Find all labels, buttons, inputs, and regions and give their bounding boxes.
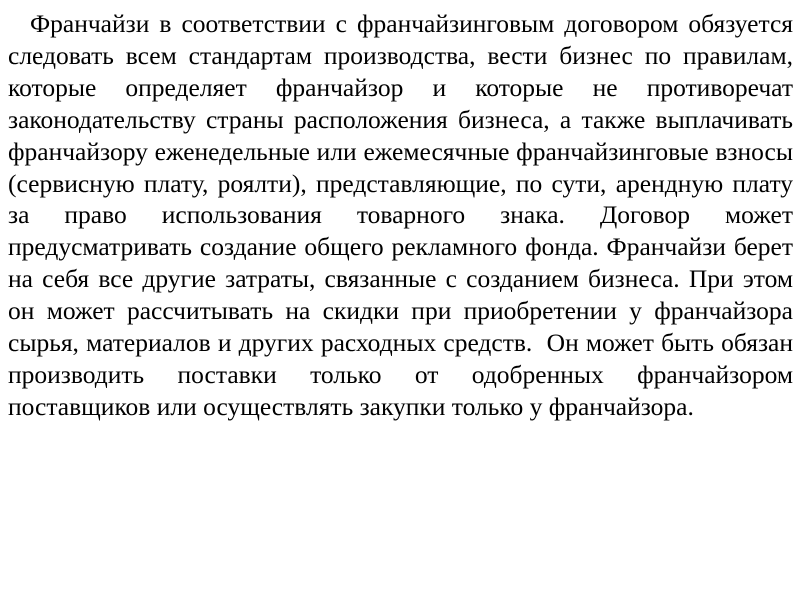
body-paragraph: Франчайзи в соответствии с франчайзинговым договором обязуется следовать всем стандартам производства, вести бизнес по правилам, которые определяет франчайзор и которые не противоречат законодательству страны расположения бизнеса, а также выплачивать франчайзору еженедельные или ежемесячные франчайзинговые взносы (сервисную плату, роялти), представляющие, по сути, арендную плату за право использования товарного знака. Договор может предусматривать создание общего рекламного фонда. Франчайзи берет на себя все другие затраты, связанные с созданием бизнеса. При этом он может рассчитывать на скидки при приобретении у франчайзора сырья, материалов и других расходных средств. Он может быть обязан производить поставки только от одобренных франчайзором поставщиков или осуществлять закупки только у франчайзора. xyxy=(8,9,800,421)
